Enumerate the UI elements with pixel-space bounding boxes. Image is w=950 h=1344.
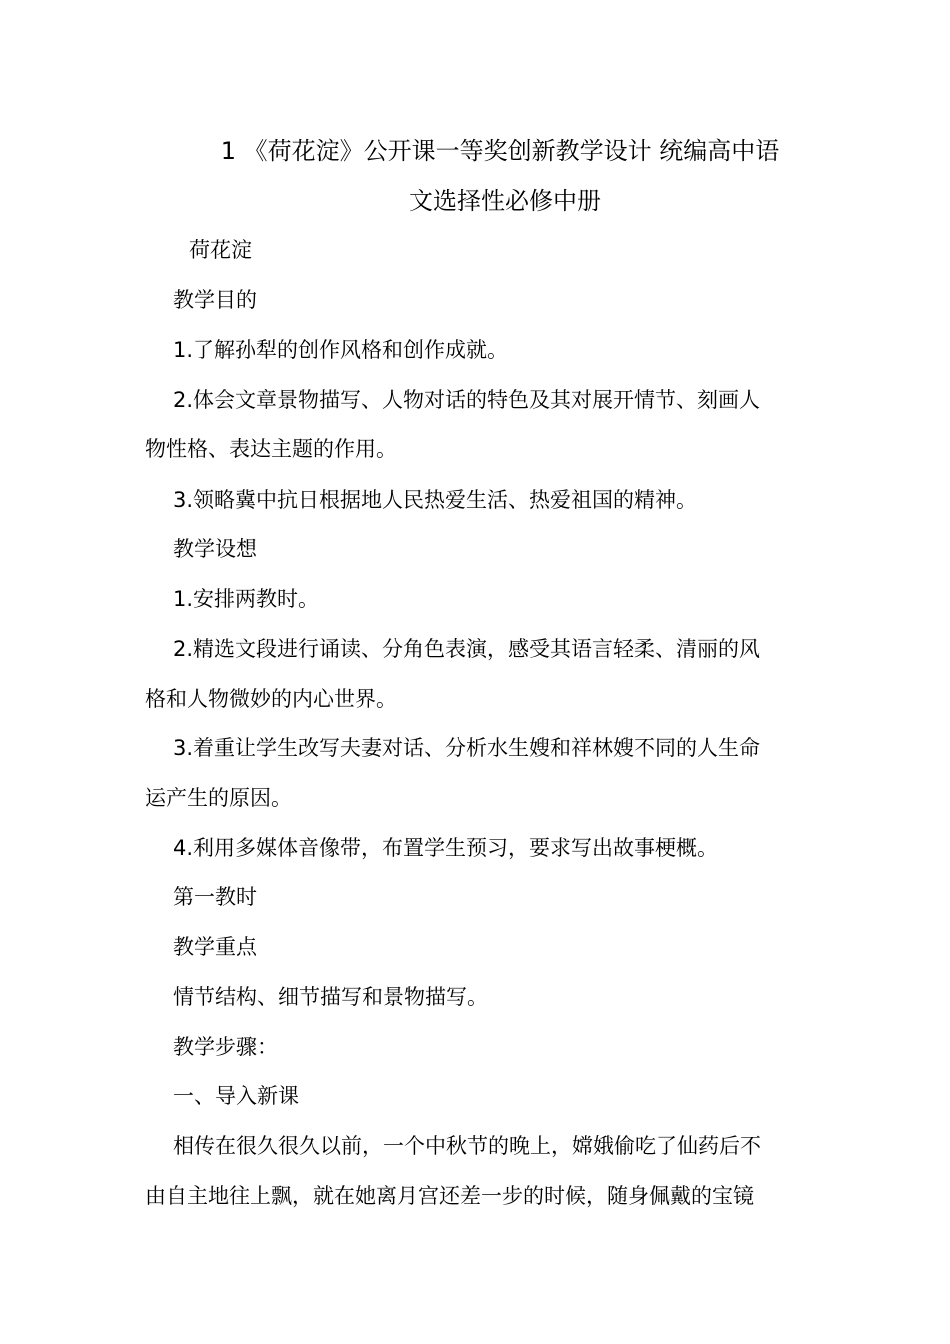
document-title-line-1: 1 《荷花淀》公开课一等奖创新教学设计 统编高中语 bbox=[220, 137, 780, 165]
body-paragraph-line-1: 相传在很久很久以前，一个中秋节的晚上，嫦娥偷吃了仙药后不 bbox=[173, 1134, 761, 1158]
key-points-text: 情节结构、细节描写和景物描写。 bbox=[173, 985, 488, 1009]
design-item-2-continued: 格和人物微妙的内心世界。 bbox=[145, 687, 397, 711]
objective-item-2-continued: 物性格、表达主题的作用。 bbox=[145, 437, 397, 461]
design-item-2: 2.精选文段进行诵读、分角色表演，感受其语言轻柔、清丽的风 bbox=[173, 637, 761, 661]
section-heading-lesson-name: 荷花淀 bbox=[189, 238, 252, 262]
objective-item-1: 1.了解孙犁的创作风格和创作成就。 bbox=[173, 338, 509, 362]
objective-item-3: 3.领略冀中抗日根据地人民热爱生活、热爱祖国的精神。 bbox=[173, 488, 698, 512]
section-heading-first-period: 第一教时 bbox=[173, 885, 257, 909]
section-heading-design: 教学设想 bbox=[173, 537, 257, 561]
step-heading-introduction: 一、导入新课 bbox=[173, 1084, 299, 1108]
section-heading-key-points: 教学重点 bbox=[173, 935, 257, 959]
body-paragraph-line-2: 由自主地往上飘，就在她离月宫还差一步的时候，随身佩戴的宝镜 bbox=[145, 1184, 754, 1208]
design-item-1: 1.安排两教时。 bbox=[173, 587, 320, 611]
document-title-line-2: 文选择性必修中册 bbox=[409, 187, 601, 215]
section-heading-objectives: 教学目的 bbox=[173, 288, 257, 312]
objective-item-2: 2.体会文章景物描写、人物对话的特色及其对展开情节、刻画人 bbox=[173, 388, 761, 412]
design-item-4: 4.利用多媒体音像带，布置学生预习，要求写出故事梗概。 bbox=[173, 836, 719, 860]
design-item-3-continued: 运产生的原因。 bbox=[145, 786, 292, 810]
design-item-3: 3.着重让学生改写夫妻对话、分析水生嫂和祥林嫂不同的人生命 bbox=[173, 736, 761, 760]
section-heading-steps: 教学步骤： bbox=[173, 1035, 278, 1059]
